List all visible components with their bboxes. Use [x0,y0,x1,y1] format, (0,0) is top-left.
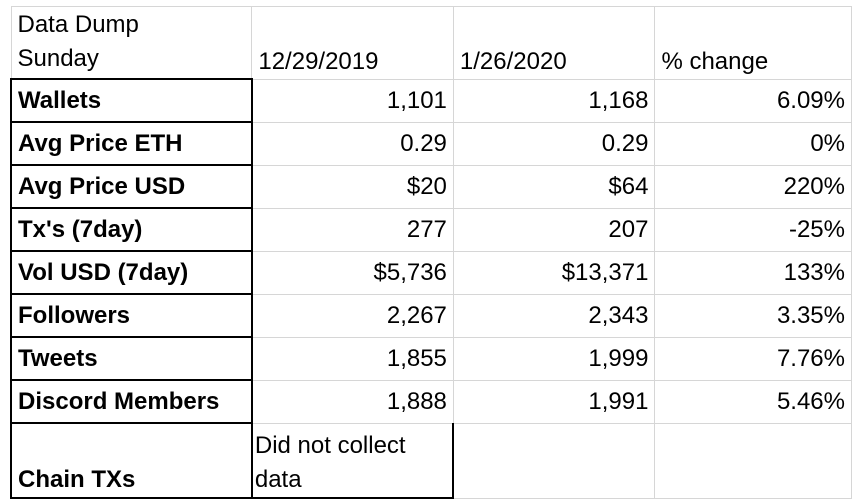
value-date-1[interactable]: 1,888 [252,380,454,423]
table-row [11,380,852,423]
value-date-2[interactable]: 0.29 [453,122,655,165]
percent-change[interactable]: 6.09% [655,79,852,122]
data-dump-table [10,6,852,499]
value-date-1[interactable]: 0.29 [252,122,454,165]
row-label[interactable]: Vol USD (7day) [11,251,252,294]
header-row [11,7,852,80]
table-row [11,251,852,294]
value-date-2[interactable] [453,423,655,498]
row-label[interactable]: Avg Price ETH [11,122,252,165]
title-cell[interactable] [11,7,252,80]
value-date-2[interactable]: 1,168 [453,79,655,122]
table-row [11,122,852,165]
table-row [11,423,852,498]
header-percent-change[interactable]: % change [655,7,852,80]
title-line-1: Data Dump [17,11,139,38]
percent-change[interactable]: 3.35% [655,294,852,337]
value-date-2[interactable]: 1,999 [453,337,655,380]
table-row [11,165,852,208]
value-date-1[interactable]: $20 [252,165,454,208]
row-label[interactable]: Avg Price USD [11,165,252,208]
title-line-2: Sunday [17,45,99,72]
value-date-2[interactable]: $64 [453,165,655,208]
percent-change[interactable]: 7.76% [655,337,852,380]
table-row [11,337,852,380]
header-date-1[interactable]: 12/29/2019 [252,7,454,80]
row-label[interactable]: Tx's (7day) [11,208,252,251]
value-date-1[interactable]: 1,101 [252,79,454,122]
table-row [11,294,852,337]
value-date-1[interactable]: $5,736 [252,251,454,294]
value-date-1[interactable]: 2,267 [252,294,454,337]
value-date-2[interactable]: 2,343 [453,294,655,337]
header-date-2[interactable]: 1/26/2020 [453,7,655,80]
percent-change[interactable]: 5.46% [655,380,852,423]
percent-change[interactable] [655,423,852,498]
percent-change[interactable]: 220% [655,165,852,208]
row-label[interactable]: Wallets [11,79,252,122]
percent-change[interactable]: 0% [655,122,852,165]
row-label[interactable]: Discord Members [11,380,252,423]
row-label[interactable]: Followers [11,294,252,337]
value-date-1[interactable]: 277 [252,208,454,251]
value-date-1[interactable]: 1,855 [252,337,454,380]
value-date-1[interactable]: Did not collect data [252,423,454,498]
percent-change[interactable]: 133% [655,251,852,294]
value-date-2[interactable]: 207 [453,208,655,251]
value-date-2[interactable]: $13,371 [453,251,655,294]
row-label[interactable]: Chain TXs [11,423,252,498]
table-row [11,208,852,251]
percent-change[interactable]: -25% [655,208,852,251]
row-label[interactable]: Tweets [11,337,252,380]
value-date-2[interactable]: 1,991 [453,380,655,423]
table-row [11,79,852,122]
